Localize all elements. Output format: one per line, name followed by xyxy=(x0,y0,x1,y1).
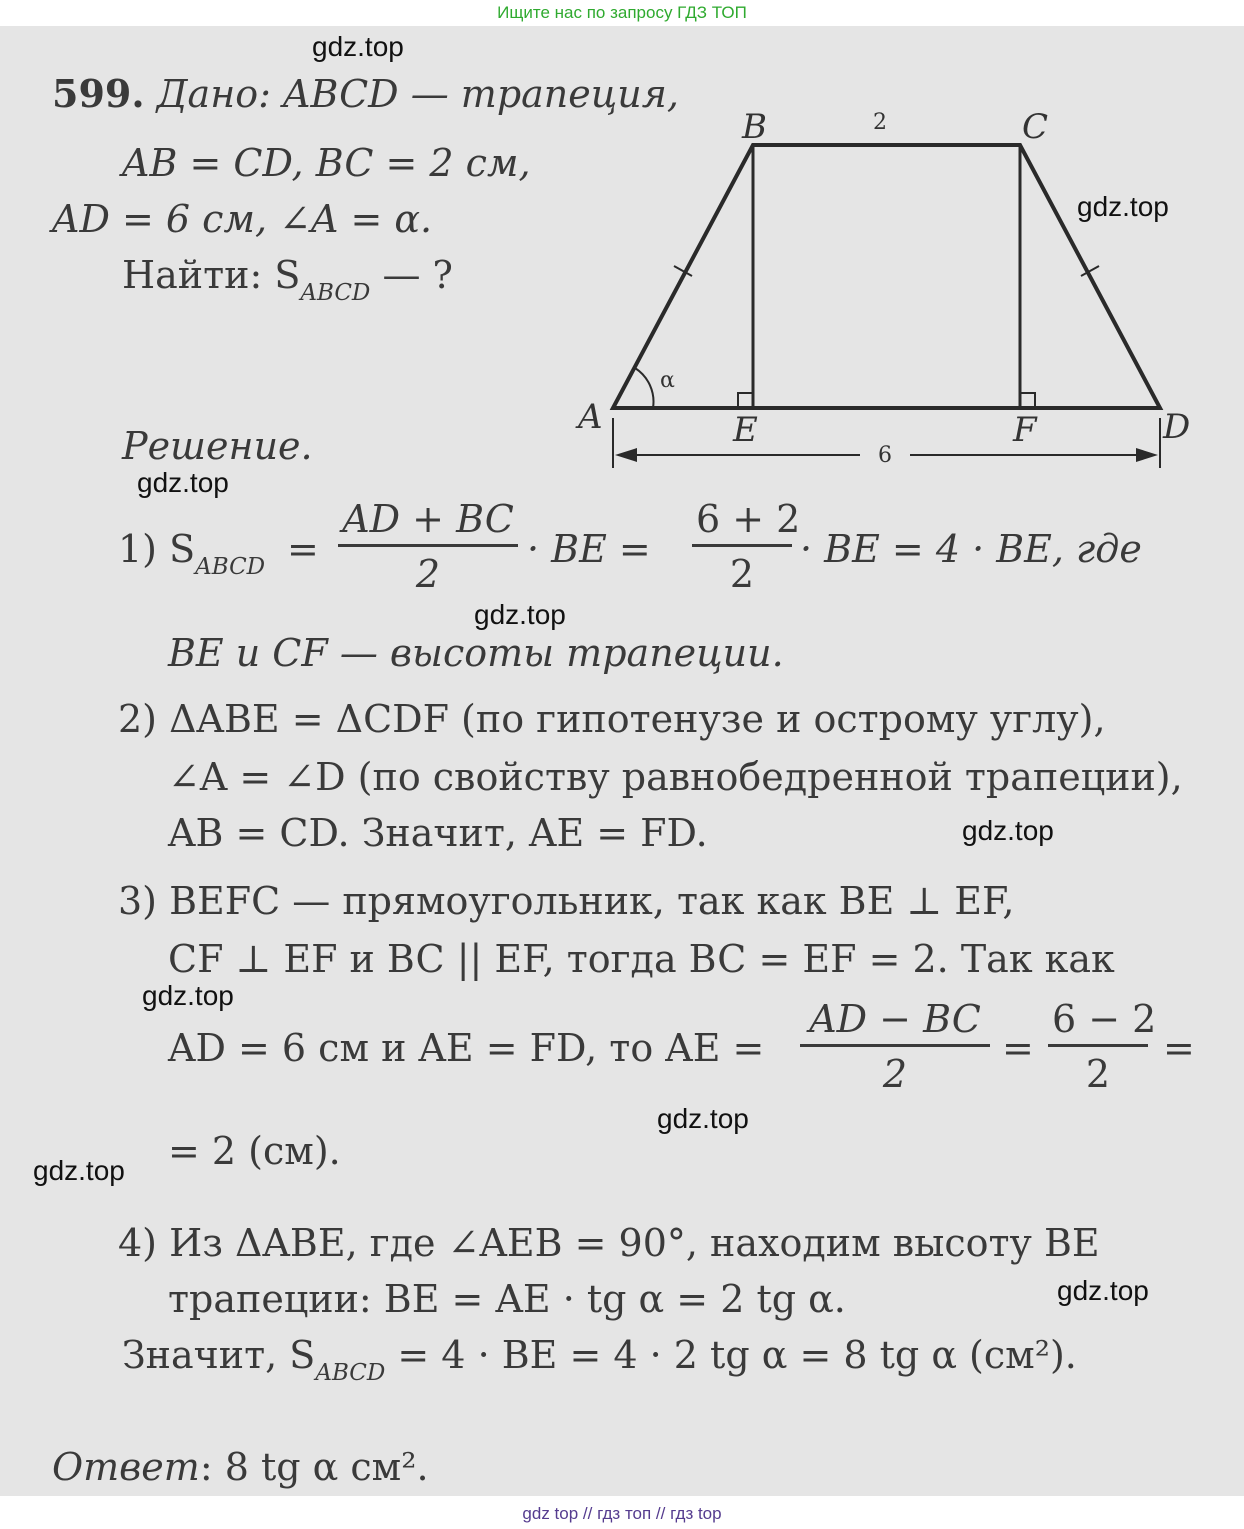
answer-line xyxy=(52,1445,429,1489)
label-ad-length: 6 xyxy=(878,443,892,468)
step4-line-2: трапеции: BE = AE · tg α = 2 tg α. xyxy=(168,1277,846,1321)
find-sub: ABCD xyxy=(300,280,371,306)
label-a: A xyxy=(578,397,603,437)
problem-number: 599. xyxy=(52,71,145,116)
step1-mid: · BE = xyxy=(527,527,651,571)
step3-line-4: = 2 (см). xyxy=(168,1129,341,1173)
step1-line-2: BE и CF — высоты трапеции. xyxy=(168,631,784,675)
step2-line-3: AB = CD. Значит, AE = FD. xyxy=(168,811,708,855)
watermark: gdz.top xyxy=(1077,191,1169,222)
step2-line-1: 2) ΔABE = ΔCDF (по гипотенузе и острому углу), xyxy=(118,697,1106,741)
step3-line-2: CF ⊥ EF и BC || EF, тогда BC = EF = 2. Так как xyxy=(168,937,1115,981)
label-bc-length: 2 xyxy=(873,110,887,135)
right-angle-f xyxy=(1020,393,1035,408)
label-e: E xyxy=(733,410,758,450)
arrow-left-icon xyxy=(615,448,637,462)
label-b: B xyxy=(742,107,767,147)
conclusion-line: Значит, $S_{ABCD} = 4$ · BE = 4 · 2 tg α = 8 tg α (см²). xyxy=(122,1333,1077,1386)
watermark: gdz.top xyxy=(312,31,404,62)
label-c: C xyxy=(1022,107,1049,147)
label-f: F xyxy=(1013,410,1037,450)
watermark: gdz.top xyxy=(1057,1275,1149,1306)
step1-fraction-1: $\frac{AD + BC}{2}$ xyxy=(338,500,518,593)
watermark: gdz.top xyxy=(657,1103,749,1134)
top-banner[interactable]: Ищите нас по запросу ГДЗ ТОП xyxy=(497,3,747,22)
find-rest: — ? xyxy=(370,253,453,297)
label-angle-alpha: α xyxy=(660,368,675,393)
label-d: D xyxy=(1163,407,1191,447)
footer-links[interactable]: gdz top // гдз топ // гдз top xyxy=(522,1504,722,1523)
step3-line-3: AD = 6 см и AE = FD, то AE = xyxy=(168,1026,765,1070)
step1-end: · BE = 4 · BE, где xyxy=(800,527,1142,571)
step3-line-1: 3) BEFC — прямоугольник, так как BE ⊥ EF, xyxy=(118,879,1015,923)
given-line-1-rest: : ABCD — трапеция, xyxy=(258,72,679,116)
right-angle-e xyxy=(738,393,753,408)
step1-fraction-2: $\frac{6 + 2}{2}$ xyxy=(692,500,792,593)
watermark: gdz.top xyxy=(474,599,566,630)
watermark: gdz.top xyxy=(962,815,1054,846)
watermark: gdz.top xyxy=(142,980,234,1011)
given-line-3: AD = 6 см, ∠A = α. xyxy=(52,197,433,241)
answer-label: Ответ xyxy=(52,1445,200,1489)
step3-fraction-2: $\frac{6 - 2}{2}$ xyxy=(1048,1000,1148,1093)
given-label: Дано xyxy=(156,72,259,116)
step1-eq: = xyxy=(287,527,319,571)
trapezoid-outline xyxy=(613,145,1160,408)
step2-line-2: ∠A = ∠D (по свойству равнобедренной трапеции), xyxy=(168,755,1183,799)
given-line-2: AB = CD, BC = 2 см, xyxy=(122,141,531,185)
step1-prefix: 1) $S_{ABCD}$ xyxy=(118,527,266,580)
step3-eq: = xyxy=(1002,1026,1034,1070)
arrow-right-icon xyxy=(1136,448,1158,462)
find-line xyxy=(122,253,453,306)
step3-fraction-1: $\frac{AD - BC}{2}$ xyxy=(800,1000,990,1093)
find-label: Найти: S xyxy=(122,253,301,297)
watermark: gdz.top xyxy=(33,1155,125,1186)
step4-line-1: 4) Из ΔABE, где ∠AEB = 90°, находим высоту BE xyxy=(118,1221,1100,1265)
watermark: gdz.top xyxy=(137,467,229,498)
angle-arc xyxy=(635,368,653,408)
trapezoid-figure xyxy=(560,100,1220,480)
step3-eq-2: = xyxy=(1163,1026,1195,1070)
solution-heading: Решение. xyxy=(122,424,313,468)
answer-value: : 8 tg α см². xyxy=(199,1445,429,1489)
